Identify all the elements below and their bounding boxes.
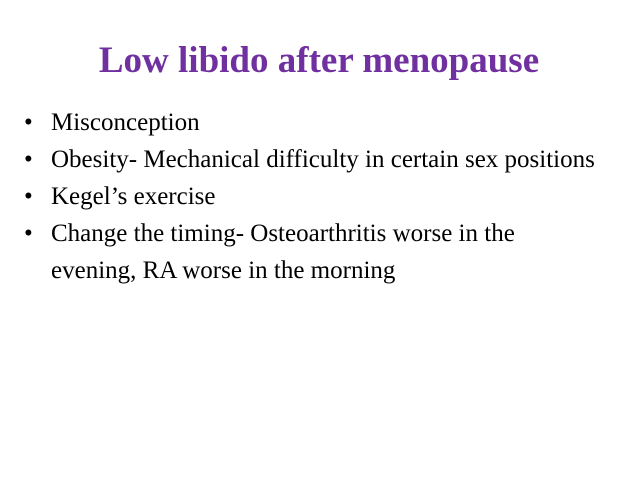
bullet-text: Misconception <box>51 109 200 136</box>
bullet-list <box>24 104 604 289</box>
bullet-text: Obesity- Mechanical difficulty in certain sex positions <box>51 146 595 173</box>
bullet-text: Change the timing- Osteoarthritis worse in the evening, RA worse in the morning <box>51 220 515 284</box>
bullet-item <box>24 178 604 215</box>
bullet-dot-icon: • <box>24 183 33 210</box>
bullet-dot-icon: • <box>24 109 33 136</box>
bullet-item <box>24 215 604 289</box>
bullet-dot-icon: • <box>24 220 33 247</box>
bullet-item <box>24 141 604 178</box>
slide-title: Low libido after menopause <box>98 40 540 81</box>
bullet-text: Kegel’s exercise <box>51 183 216 210</box>
bullet-dot-icon: • <box>24 146 33 173</box>
bullet-item <box>24 104 604 141</box>
